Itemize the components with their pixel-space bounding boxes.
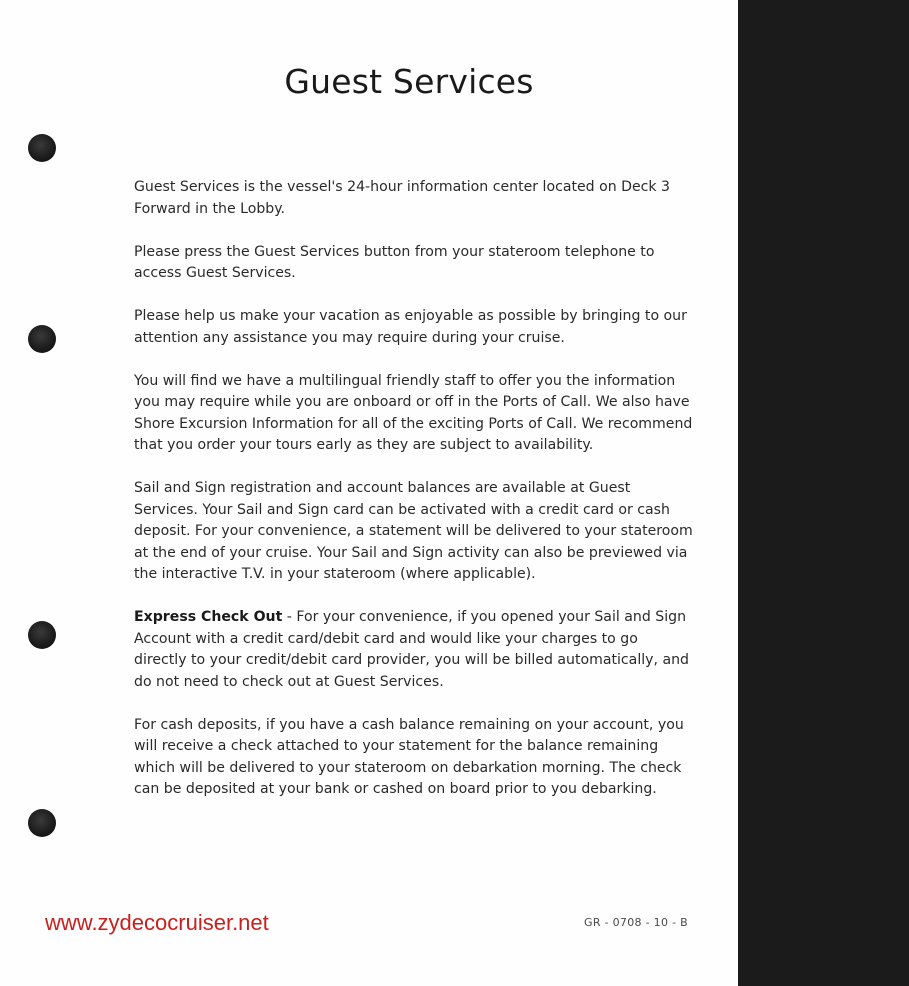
- paragraph: You will find we have a multilingual friendly staff to offer you the information you may require while you are onboard or off in the Ports of Call. We also have Shore Excursion Information for all of the exciting Ports of Call. We recommend that you order your tours early as they are subject to availability.: [134, 372, 693, 453]
- binder-hole: [28, 325, 56, 353]
- page-title: Guest Services: [284, 62, 534, 101]
- paragraph: Guest Services is the vessel's 24-hour information center located on Deck 3 Forward in the Lobby.: [134, 179, 671, 217]
- paragraph: Sail and Sign registration and account balances are available at Guest Services. Your Sail and Sign card can be activated with a credit card or cash deposit. For your convenience, a statement will be delivered to your stateroom at the end of your cruise. Your Sail and Sign activity can also be previewed via the interactive T.V. in your stateroom (where applicable).: [134, 480, 693, 582]
- express-checkout-heading: Express Check Out: [134, 609, 283, 625]
- paragraph: Please help us make your vacation as enjoyable as possible by bringing to our attention any assistance you may require during your cruise.: [134, 308, 687, 346]
- dark-background-edge: [738, 0, 909, 986]
- paragraph: For cash deposits, if you have a cash balance remaining on your account, you will receive a check attached to your statement for the balance remaining which will be delivered to your stateroom on debarkation morning. The check can be deposited at your bank or cashed on board prior to you debarking.: [134, 716, 684, 797]
- document-code: GR - 0708 - 10 - B: [584, 916, 688, 929]
- paragraph: Please press the Guest Services button from your stateroom telephone to access Guest Services.: [134, 243, 655, 281]
- binder-hole: [28, 809, 56, 837]
- binder-hole: [28, 621, 56, 649]
- watermark-url: www.zydecocruiser.net: [45, 910, 269, 935]
- express-checkout-paragraph: [134, 607, 694, 693]
- express-checkout-text: - For your convenience, if you opened your Sail and Sign Account with a credit card/debit card and would like your charges to go directly to your credit/debit card provider, you will be billed automatically, and do not need to check out at Guest Services.: [134, 609, 689, 690]
- binder-hole: [28, 134, 56, 162]
- body-text: [134, 177, 694, 822]
